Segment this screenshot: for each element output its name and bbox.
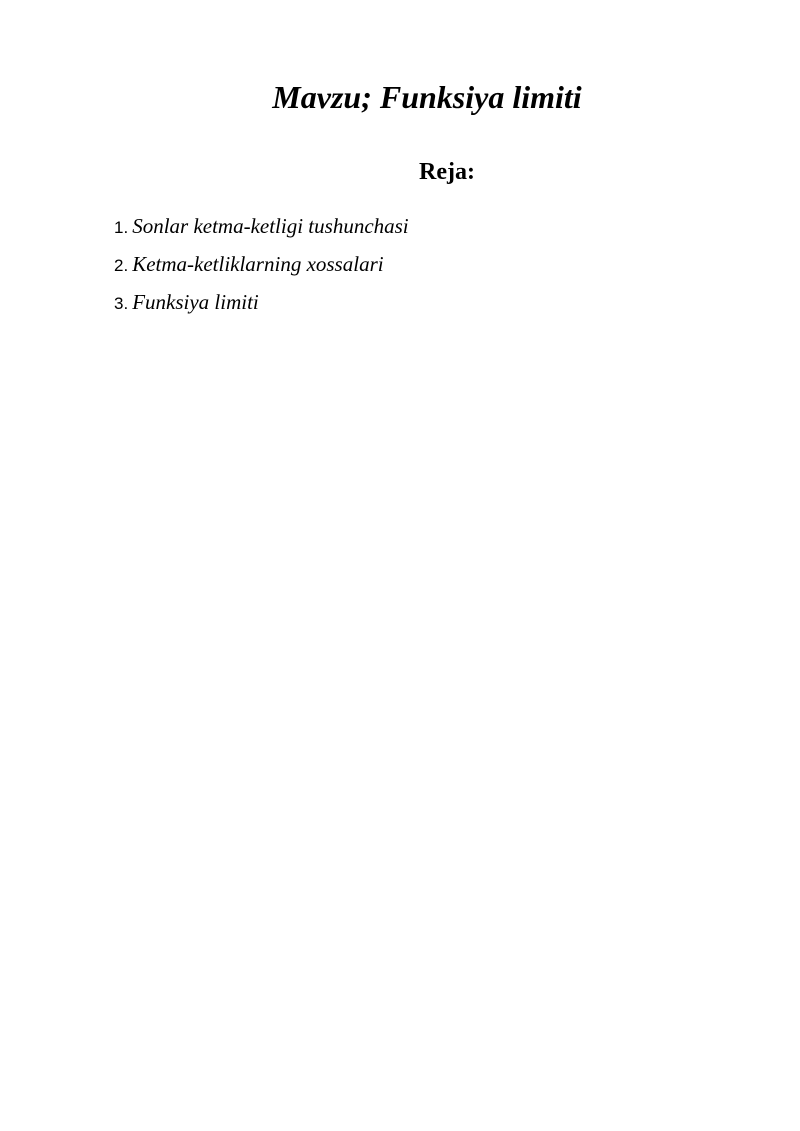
plan-item [114,211,409,249]
plan-item [114,287,409,325]
plan-item-number: 1. [114,218,129,237]
document-title: Mavzu; Funksiya limiti [272,79,582,115]
plan-item-text: Ketma-ketliklarning xossalari [132,252,384,276]
plan-item-text: Sonlar ketma-ketligi tushunchasi [132,214,409,238]
plan-list [114,211,409,325]
plan-heading: Reja: [419,159,475,185]
plan-item-text: Funksiya limiti [132,290,259,314]
plan-item-number: 2. [114,256,129,275]
plan-item [114,249,409,287]
plan-item-number: 3. [114,294,129,313]
